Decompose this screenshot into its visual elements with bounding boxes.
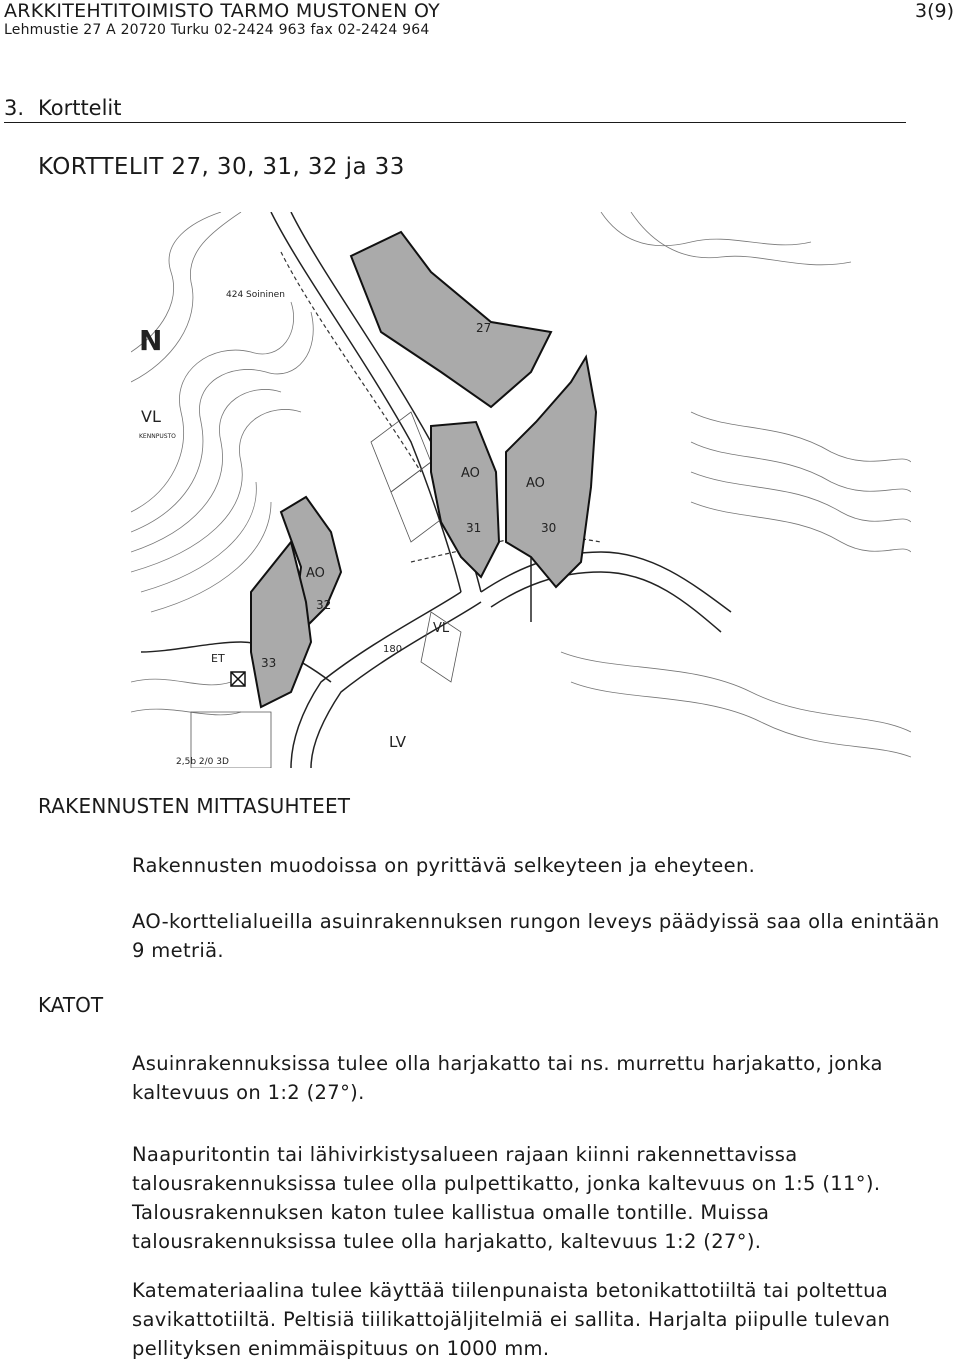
vl-small-label: KENNPUSTO — [139, 433, 176, 440]
ao-label-3: AO — [306, 566, 325, 581]
company-address: Lehmustie 27 A 20720 Turku 02-2424 963 fax 02-2424 964 — [4, 22, 430, 38]
et-label: ET — [211, 652, 225, 665]
paragraph-1: Rakennusten muodoissa on pyrittävä selkeyteen ja eheyteen. — [132, 854, 756, 877]
vl-mid-label: VL — [433, 621, 450, 636]
bottom-code-label: 2,5b 2/0 3D — [176, 757, 229, 767]
page-number: 3(9) — [914, 0, 954, 22]
north-arrow-label: N — [139, 324, 163, 357]
paragraph-2: AO-korttelialueilla asuinrakennuksen rungon leveys päädyissä saa olla enintään 9 metriä. — [132, 910, 940, 962]
section-heading — [4, 96, 906, 123]
block-27-label: 27 — [476, 321, 492, 335]
paragraph-5: Katemateriaalina tulee käyttää tiilenpunaista betonikattotiiltä tai poltettua savikattotiiltä. Peltisiä tiilikattojäljitelmiä ei sallita. Harjalta piipulle tulevan pellityksen enimmäispituus on 1000 mm. — [132, 1279, 891, 1360]
block-30-area — [506, 357, 596, 587]
subheading: RAKENNUSTEN MITTASUHTEET — [38, 794, 351, 818]
block-32-label: 32 — [316, 598, 332, 612]
zoning-map — [131, 212, 911, 768]
page-title: KORTTELIT 27, 30, 31, 32 ja 33 — [38, 154, 405, 180]
num-180-label: 180 — [383, 644, 403, 655]
block-31-label: 31 — [466, 521, 482, 535]
et-symbol — [231, 672, 245, 686]
road-name-label: 424 Soininen — [226, 290, 285, 300]
company-name: ARKKITEHTITOIMISTO TARMO MUSTONEN OY — [4, 0, 441, 22]
block-33-label: 33 — [261, 656, 277, 670]
lv-label: LV — [389, 733, 406, 751]
section-title: Korttelit — [38, 96, 122, 120]
paragraph-4: Naapuritontin tai lähivirkistysalueen rajaan kiinni rakennettavissa talousrakennuksissa tulee olla pulpettikatto, jonka kaltevuus on 1:5 (11°). Talousrakennuksen katon tulee kallistua omalle tontille. Muissa talousrakennuksissa tulee olla harjakatto, kaltevuus 1:2 (27°). — [132, 1143, 881, 1253]
paragraph-3: Asuinrakennuksissa tulee olla harjakatto tai ns. murrettu harjakatto, jonka kaltevuus on 1:2 (27°). — [132, 1052, 883, 1104]
block-30-label: 30 — [541, 521, 557, 535]
vl-top-label: VL — [141, 407, 161, 426]
block-31-area — [431, 422, 499, 577]
section-number: 3. — [4, 96, 25, 120]
ao-label-1: AO — [461, 466, 480, 481]
ao-label-2: AO — [526, 476, 545, 491]
block-27-area — [351, 232, 551, 407]
katot-label: KATOT — [38, 993, 104, 1017]
